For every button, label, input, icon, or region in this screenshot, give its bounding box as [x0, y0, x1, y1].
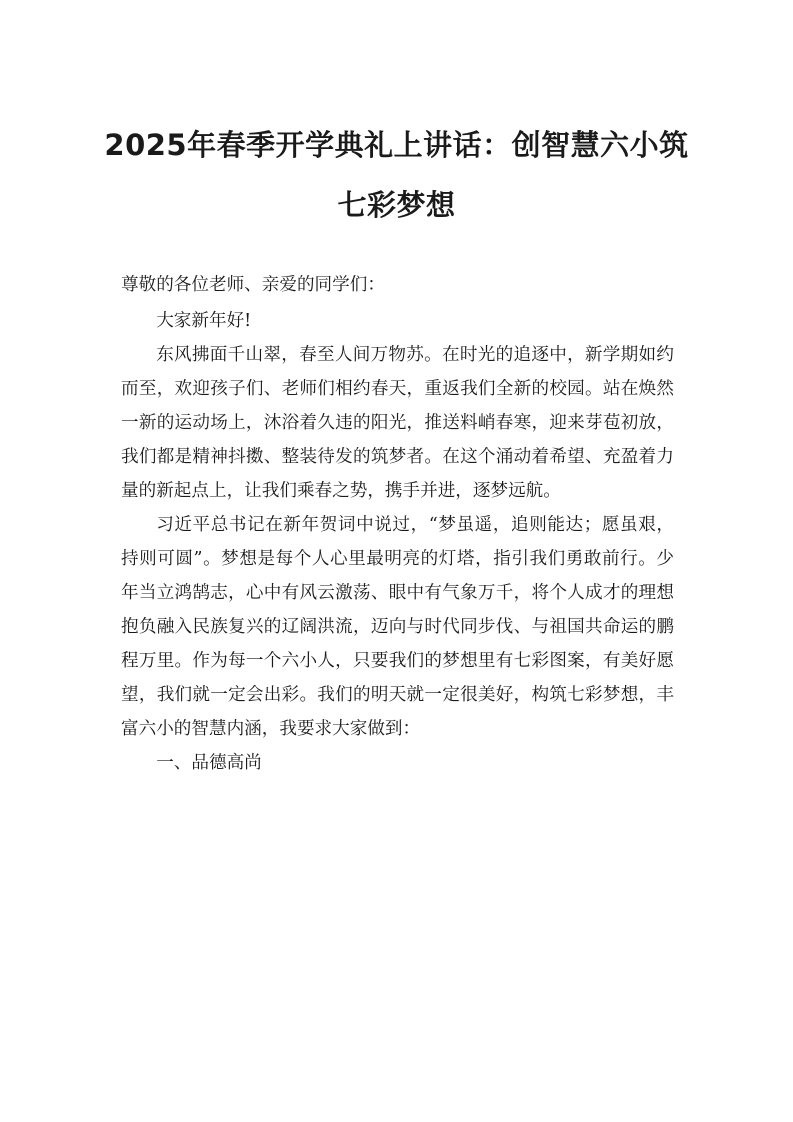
document-title-line-2: 七彩梦想: [337, 188, 456, 222]
section-heading: 一、品德高尚: [156, 753, 262, 773]
body-paragraph-2: 习近平总书记在新年贺词中说过，“梦虽遥，追则能达；愿虽艰，持则可圆”。梦想是每个人心里最明亮的灯塔，指引我们勇敢前行。少年当立鸿鹄志，心中有风云激荡、眼中有气象万千，将个人成才的理想抱负融入民族复兴的辽阔洪流，迈向与时代同步伐、与祖国共命运的鹏程万里。作为每一个六小人，只要我们的梦想里有七彩图案，有美好愿望，我们就一定会出彩。我们的明天就一定很美好，构筑七彩梦想，丰富六小的智慧内涵，我要求大家做到：: [121, 515, 674, 739]
salutation: 尊敬的各位老师、亲爱的同学们：: [121, 275, 385, 295]
document-body: [121, 268, 674, 780]
document-title-line-1: 2025年春季开学典礼上讲话：创智慧六小筑: [104, 128, 689, 162]
greeting: 大家新年好!: [156, 311, 252, 331]
body-paragraph-1: 东风拂面千山翠，春至人间万物苏。在时光的追逐中，新学期如约而至，欢迎孩子们、老师们相约春天，重返我们全新的校园。站在焕然一新的运动场上，沐浴着久违的阳光，推送料峭春寒，迎来芽苞初放，我们都是精神抖擞、整装待发的筑梦者。在这个涌动着希望、充盈着力量的新起点上，让我们乘春之势，携手并进，逐梦远航。: [121, 345, 674, 501]
